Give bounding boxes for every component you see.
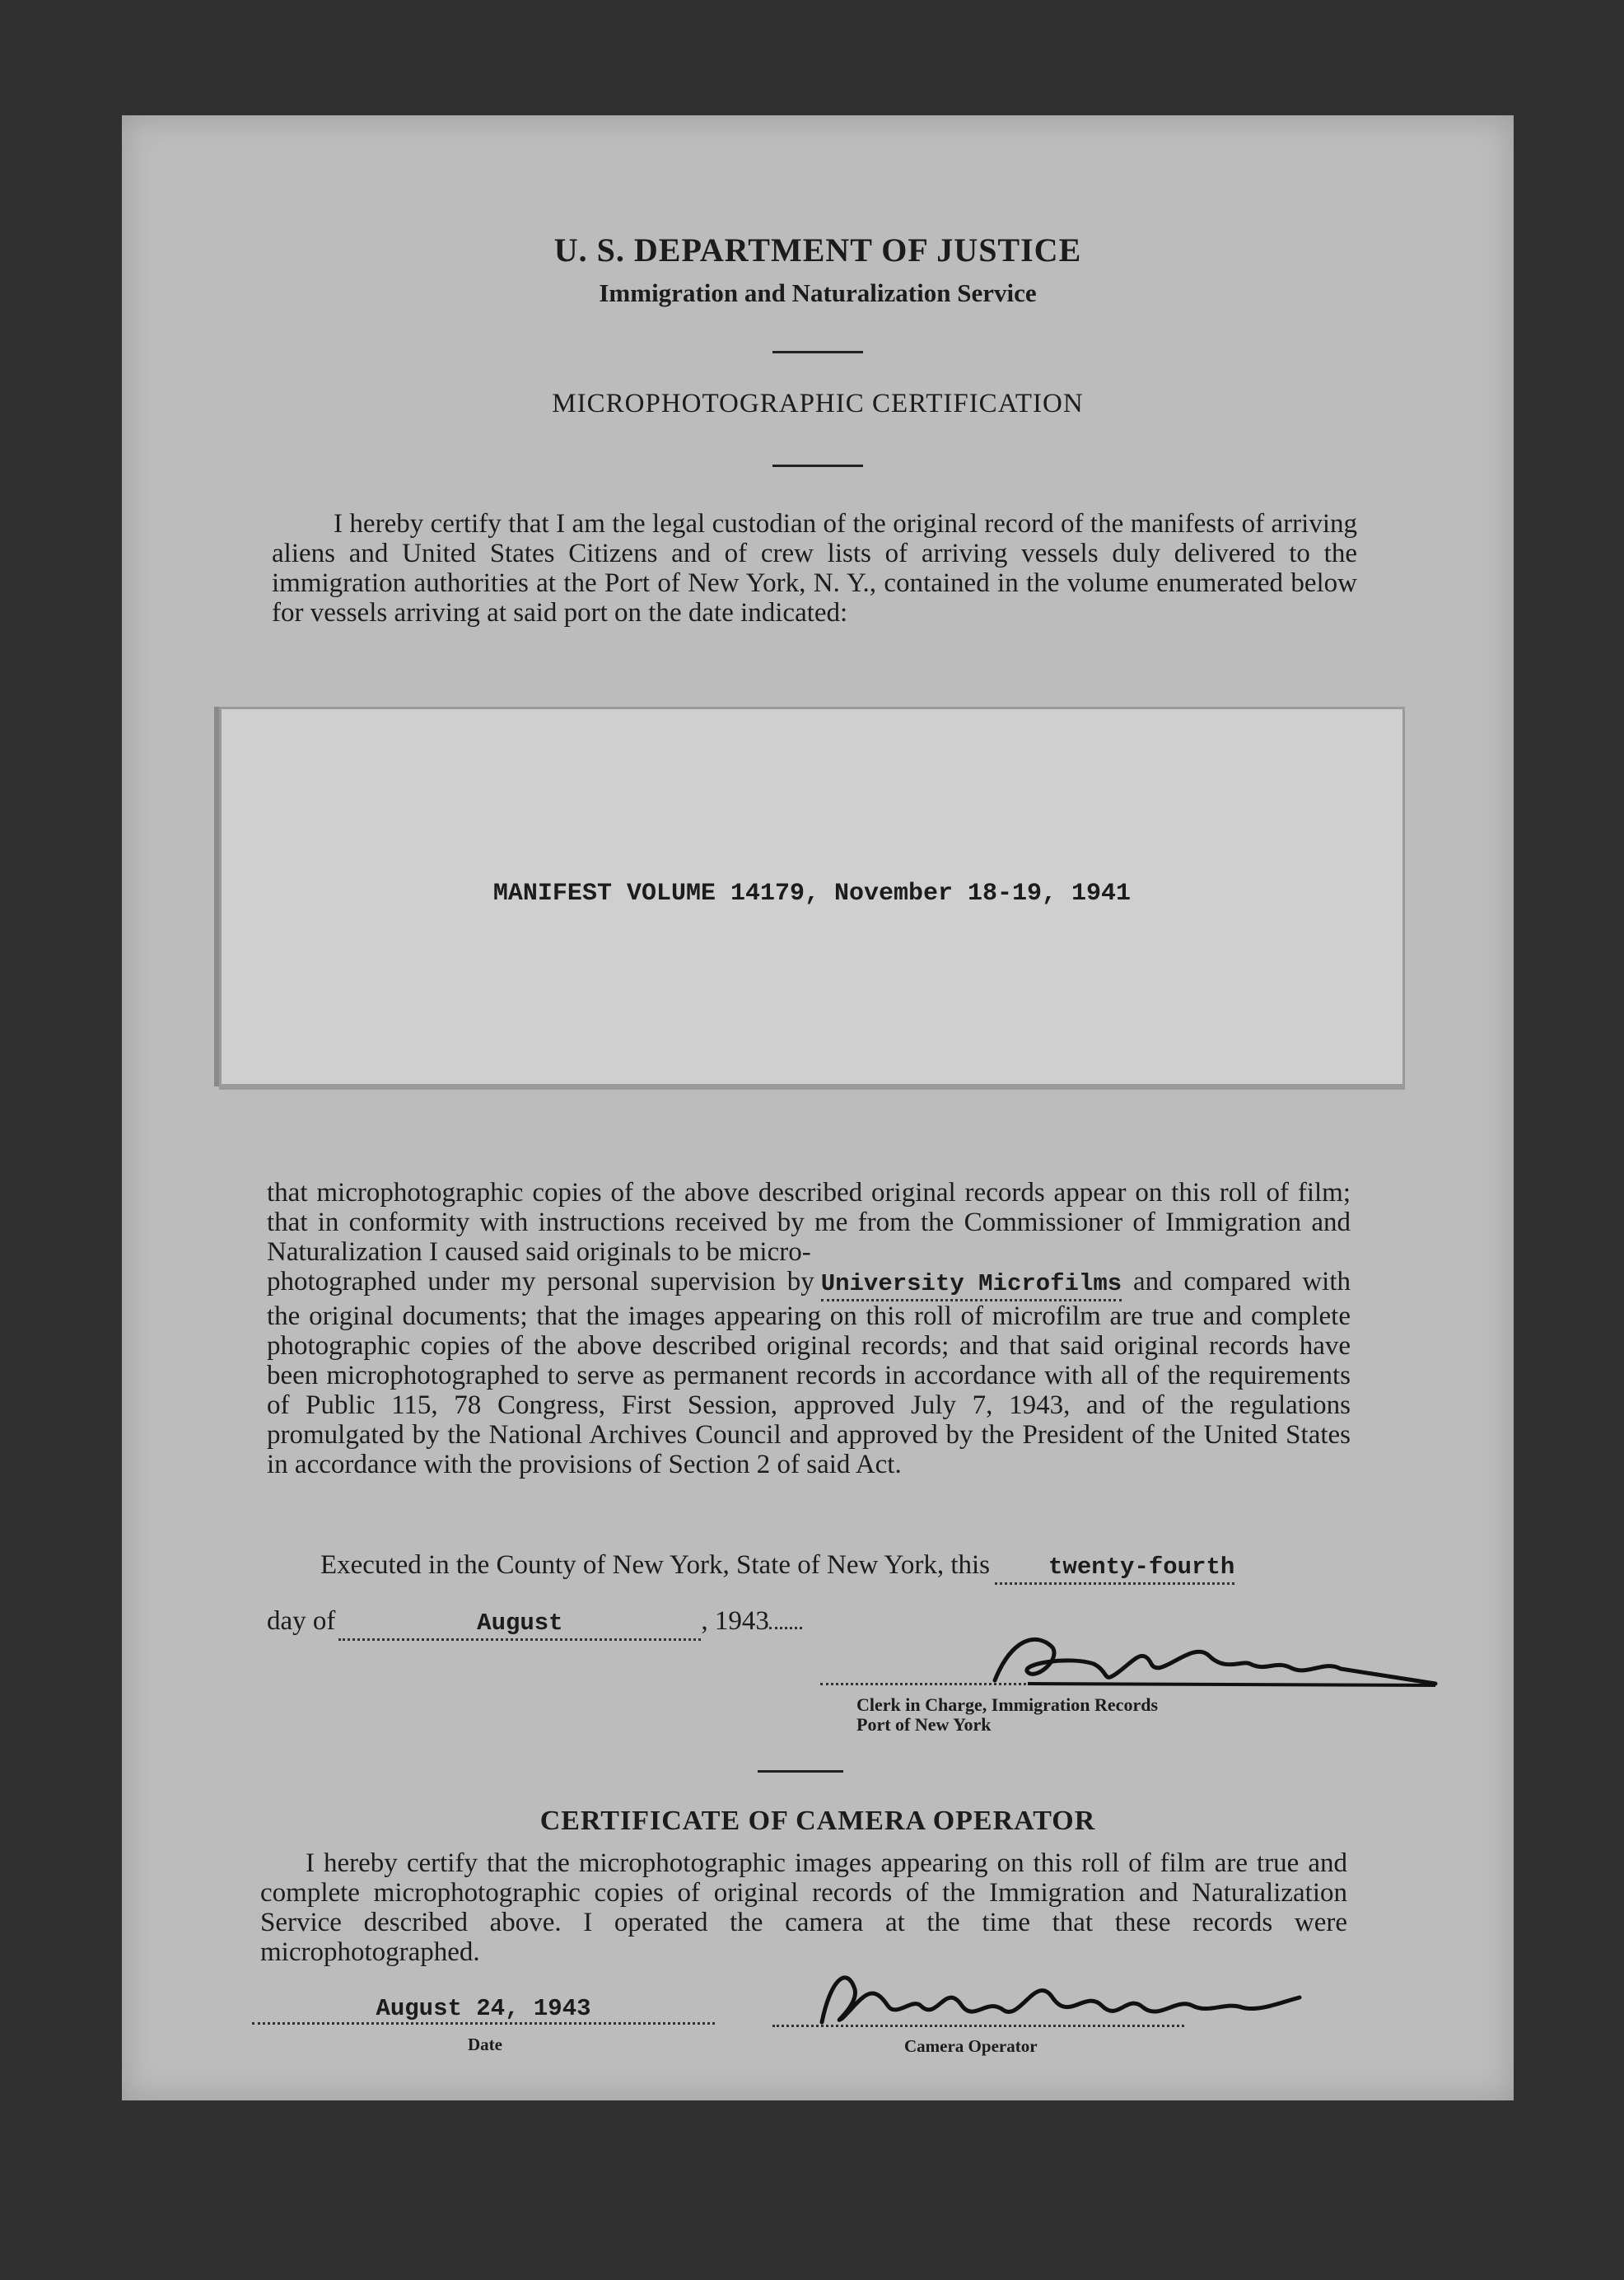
date-label: Date (468, 2035, 502, 2054)
camera-operator-signature (797, 1948, 1324, 2047)
camera-certificate-title: CERTIFICATE OF CAMERA OPERATOR (539, 1806, 1096, 1836)
divider-camera (758, 1770, 843, 1773)
intro-paragraph: I hereby certify that I am the legal custodian of the original record of the manifests of arriving aliens and United States Citizens and of crew lists of arriving vessels duly delivered to the immigration authorities at the Port of New York, N. Y., contained in the volume enumerated below for vessels arriving at said port on the date indicated: (272, 509, 1357, 628)
execution-day-value: twenty-fourth (1048, 1553, 1235, 1581)
body-part-1: that microphotographic copies of the above described original records appear on this roll of film; that in conformity with instructions received by me from the Commissioner of Immigration and Naturalization I caused said originals to be micro- (267, 1178, 1351, 1267)
manifest-volume-text: MANIFEST VOLUME 14179, November 18-19, 1941 (492, 880, 1132, 908)
clerk-title (856, 1695, 1158, 1735)
camera-date-value: August 24, 1943 (376, 1995, 591, 2022)
department-heading: U. S. DEPARTMENT OF JUSTICE (553, 231, 1082, 269)
divider-second (772, 465, 863, 467)
camera-date-field (252, 1995, 715, 2025)
camera-operator-label: Camera Operator (904, 2036, 1038, 2056)
execution-day-field (995, 1553, 1234, 1585)
photographer-value: University Microfilms (820, 1270, 1122, 1297)
service-subheading: Immigration and Naturalization Service (599, 278, 1037, 307)
day-of-label: day of (267, 1606, 336, 1636)
month-field (338, 1609, 701, 1641)
year-dots (769, 1627, 802, 1629)
body-part-3: and compared with the original documents; that the images appearing on this roll of microfilm are true and complete photographic copies of the above described original records; and that said original records have been microphotographed to serve as permanent records in accordance with all of the requirements of Public 115, 78 Congress, First Session, approved July 7, 1943, and of the regulations promulgated by the National Archives Council and approved by the President of the United States in accordance with the provisions of Section 2 of said Act. (267, 1267, 1351, 1479)
divider-top (772, 351, 863, 353)
month-value: August (477, 1610, 563, 1637)
clerk-title-line-1: Clerk in Charge, Immigration Records (856, 1694, 1159, 1715)
certification-title: MICROPHOTOGRAPHIC CERTIFICATION (552, 389, 1084, 418)
execution-prefix: Executed in the County of New York, State of New York, this (320, 1550, 991, 1580)
certificate-page (122, 115, 1514, 2100)
clerk-title-line-2: Port of New York (856, 1714, 992, 1735)
year-value: , 1943 (701, 1606, 769, 1636)
body-paragraph (267, 1178, 1351, 1479)
body-part-2-prefix: photographed under my personal supervision by (267, 1267, 814, 1297)
execution-line (267, 1550, 1351, 1585)
camera-certificate-text: I hereby certify that the microphotographic images appearing on this roll of film are true and complete microphotographic copies of original records of the Immigration and Naturalization Service described above. I operated the camera at the time that these records were microphotographed. (260, 1848, 1347, 1967)
manifest-card (219, 707, 1405, 1086)
day-of-line (267, 1606, 1008, 1641)
photographer-field (821, 1269, 1122, 1301)
clerk-signature (978, 1614, 1440, 1705)
